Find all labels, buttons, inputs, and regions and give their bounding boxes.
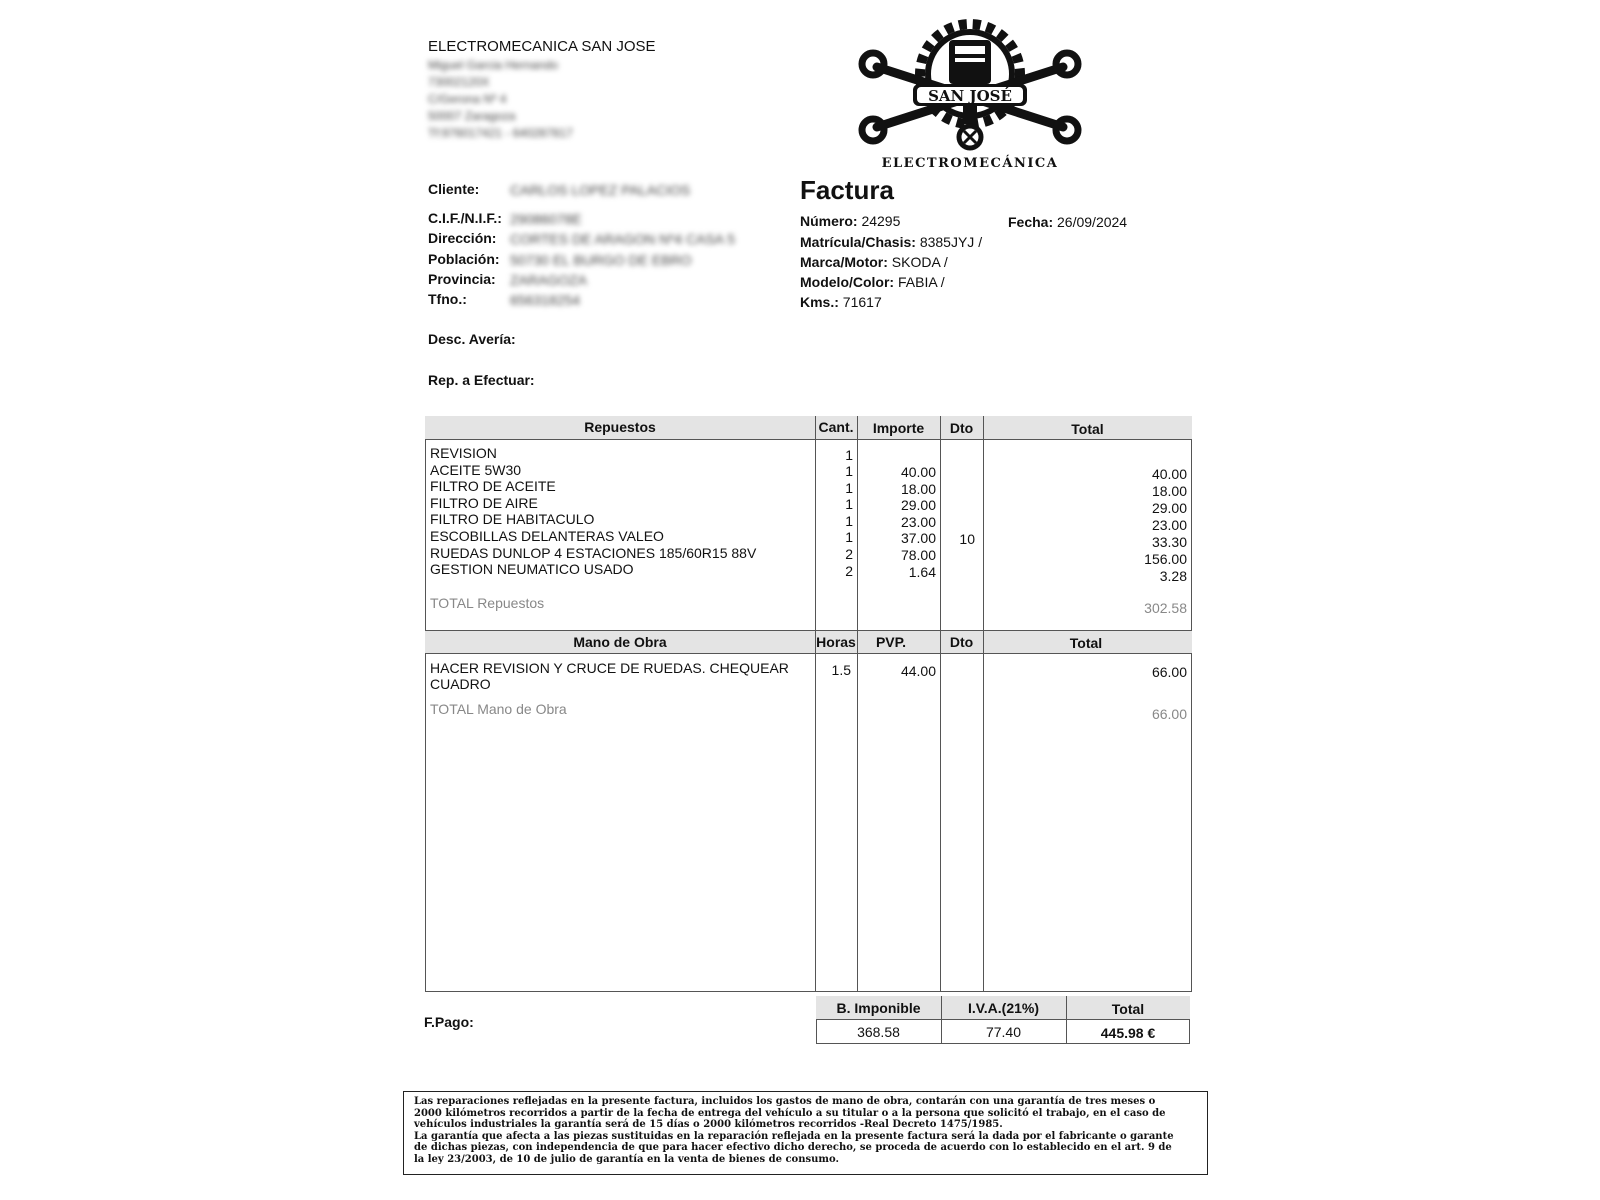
horas-header: Horas [816, 634, 856, 650]
nif-value: 29086078E [510, 211, 582, 227]
tfno-label: Tfno.: [428, 291, 467, 307]
modelo-value: FABIA / [898, 274, 945, 290]
direccion-label: Dirección: [428, 230, 497, 246]
table-row-total: 33.30 [1151, 534, 1187, 550]
summary-total-header: Total [1111, 1001, 1145, 1017]
legal-line: 2000 kilómetros recorridos a partir de la fecha de entrega del vehículo a su titular o a la persona que solicitó el trabajo, en el caso de [414, 1107, 1166, 1119]
dto-header: Dto [949, 420, 974, 436]
cliente-label: Cliente: [428, 181, 480, 197]
table-row-importe: 1.64 [908, 564, 936, 580]
iva-value: 77.40 [985, 1024, 1022, 1040]
table-row-cant: 1 [845, 496, 853, 512]
grand-total-value: 445.98 € [1100, 1025, 1156, 1041]
desc-averia-label: Desc. Avería: [428, 331, 516, 347]
pvp-header: PVP. [875, 634, 907, 650]
fecha-value: 26/09/2024 [1057, 214, 1128, 230]
invoice-date [1008, 214, 1127, 230]
table-row-total: 18.00 [1151, 483, 1187, 499]
table-row-importe: 18.00 [900, 481, 936, 497]
table-row-cant: 1 [845, 447, 853, 463]
total-header: Total [1069, 635, 1103, 651]
table-row-desc: FILTRO DE HABITACULO [430, 511, 595, 527]
table-row-importe: 78.00 [900, 547, 936, 563]
labour-pvp: 44.00 [900, 663, 936, 679]
total-repuestos-value: 302.58 [1144, 600, 1187, 616]
table-row-desc: REVISION [430, 445, 497, 461]
company-name: ELECTROMECANICA SAN JOSE [428, 38, 656, 55]
company-address: C/Gerona Nº 4 [428, 92, 507, 106]
provincia-value: ZARAGOZA [510, 272, 588, 288]
table-row-desc: ESCOBILLAS DELANTERAS VALEO [430, 528, 664, 544]
legal-line: la ley 23/2003, de 10 de julio de garantía en la venta de bienes de consumo. [414, 1153, 839, 1165]
table-row-importe: 40.00 [900, 464, 936, 480]
table-row-cant: 2 [845, 546, 853, 562]
table-row-importe: 37.00 [900, 530, 936, 546]
table-row-total: 40.00 [1151, 466, 1187, 482]
marca-value: SKODA / [891, 254, 948, 270]
col-divider [940, 416, 941, 992]
kms-label: Kms.: [800, 294, 839, 310]
matricula-label: Matrícula/Chasis: [800, 234, 916, 250]
table-row-total: 156.00 [1144, 551, 1187, 567]
dto-header: Dto [949, 634, 974, 650]
company-city: 50007 Zaragoza [428, 109, 516, 123]
poblacion-label: Población: [428, 251, 500, 267]
modelo-label: Modelo/Color: [800, 274, 895, 290]
total-header: Total [1071, 421, 1104, 437]
rep-efectuar-label: Rep. a Efectuar: [428, 372, 535, 388]
poblacion-value: 50730 EL BURGO DE EBRO [510, 252, 692, 268]
invoice-kms [800, 294, 882, 310]
labour-desc-line: CUADRO [430, 676, 491, 692]
invoice-number [800, 213, 900, 229]
table-row-importe: 23.00 [900, 514, 936, 530]
table-row-desc: GESTION NEUMATICO USADO [430, 561, 634, 577]
base-imponible-value: 368.58 [857, 1024, 900, 1040]
iva-header: I.V.A.(21%) [967, 1000, 1040, 1016]
base-imponible-header: B. Imponible [836, 1000, 921, 1016]
logo-bottom-text: ELECTROMECÁNICA [881, 156, 1059, 171]
invoice-plate [800, 234, 982, 250]
table-row-total: 23.00 [1151, 517, 1187, 533]
provincia-label: Provincia: [428, 271, 496, 287]
numero-value: 24295 [861, 213, 901, 229]
total-mano-obra-value: 66.00 [1151, 706, 1187, 722]
table-row-importe: 29.00 [900, 497, 936, 513]
table-row-cant: 1 [845, 480, 853, 496]
company-nif: 73002120X [428, 75, 490, 89]
san-jose-logo [855, 12, 1085, 172]
table-row-desc: FILTRO DE ACEITE [430, 478, 556, 494]
invoice-model [800, 274, 945, 290]
numero-label: Número: [800, 213, 858, 229]
importe-header: Importe [872, 420, 925, 436]
direccion-value: CORTES DE ARAGON Nº4 CASA 5 [510, 231, 736, 247]
legal-line: vehículos industriales la garantía será de 15 días o 2000 kilómetros recorridos -Real Decreto 1475/1985. [414, 1119, 1003, 1130]
labour-total: 66.00 [1151, 664, 1187, 680]
labour-horas: 1.5 [831, 662, 851, 678]
mano-obra-header: Mano de Obra [573, 634, 667, 650]
table-row-desc: FILTRO DE AIRE [430, 495, 538, 511]
legal-notice [403, 1091, 1208, 1175]
legal-line: Las reparaciones reflejadas en la presente factura, incluidos los gastos de mano de obra, contarán con una garantía de tres meses o [414, 1096, 1156, 1107]
kms-value: 71617 [842, 294, 882, 310]
legal-line: de dichas piezas, con independencia de que para hacer efectivo dicho derecho, se proceda de acuerdo con lo establecido en el art. 9 de [414, 1142, 1172, 1153]
tfno-value: 656318254 [510, 292, 581, 308]
fecha-label: Fecha: [1008, 214, 1054, 230]
table-row-cant: 1 [845, 463, 853, 479]
marca-label: Marca/Motor: [800, 254, 888, 270]
fpago-label: F.Pago: [424, 1014, 474, 1030]
invoice-brand [800, 254, 948, 270]
cliente-value: CARLOS LOPEZ PALACIOS [510, 182, 691, 198]
nif-label: C.I.F./N.I.F.: [428, 210, 502, 226]
table-row-cant: 2 [845, 563, 853, 579]
total-mano-obra-label: TOTAL Mano de Obra [430, 701, 567, 717]
labour-desc-line: HACER REVISION Y CRUCE DE RUEDAS. CHEQUEAR [430, 660, 789, 676]
table-row-dto: 10 [959, 531, 975, 547]
legal-line: La garantía que afecta a las piezas sustituidas en la reparación reflejada en la presente factura será la dada por el fabricante o garante [414, 1130, 1174, 1142]
repuestos-header: Repuestos [584, 419, 656, 435]
table-row-total: 29.00 [1151, 500, 1187, 516]
company-owner: Miguel Garcia Hernando [428, 58, 559, 72]
table-row-cant: 1 [845, 513, 853, 529]
table-row-total: 3.28 [1159, 568, 1187, 584]
table-row-desc: RUEDAS DUNLOP 4 ESTACIONES 185/60R15 88V [430, 545, 757, 561]
total-repuestos-label: TOTAL Repuestos [430, 595, 545, 611]
invoice-title: Factura [800, 175, 894, 205]
cant-header: Cant. [818, 419, 854, 435]
table-row-desc: ACEITE 5W30 [430, 462, 522, 478]
matricula-value: 8385JYJ / [919, 234, 983, 250]
company-phone: Tf:976017421 - 640287817 [428, 126, 573, 140]
logo-banner-text: SAN JOSÉ [928, 87, 1012, 105]
table-row-cant: 1 [845, 529, 853, 545]
